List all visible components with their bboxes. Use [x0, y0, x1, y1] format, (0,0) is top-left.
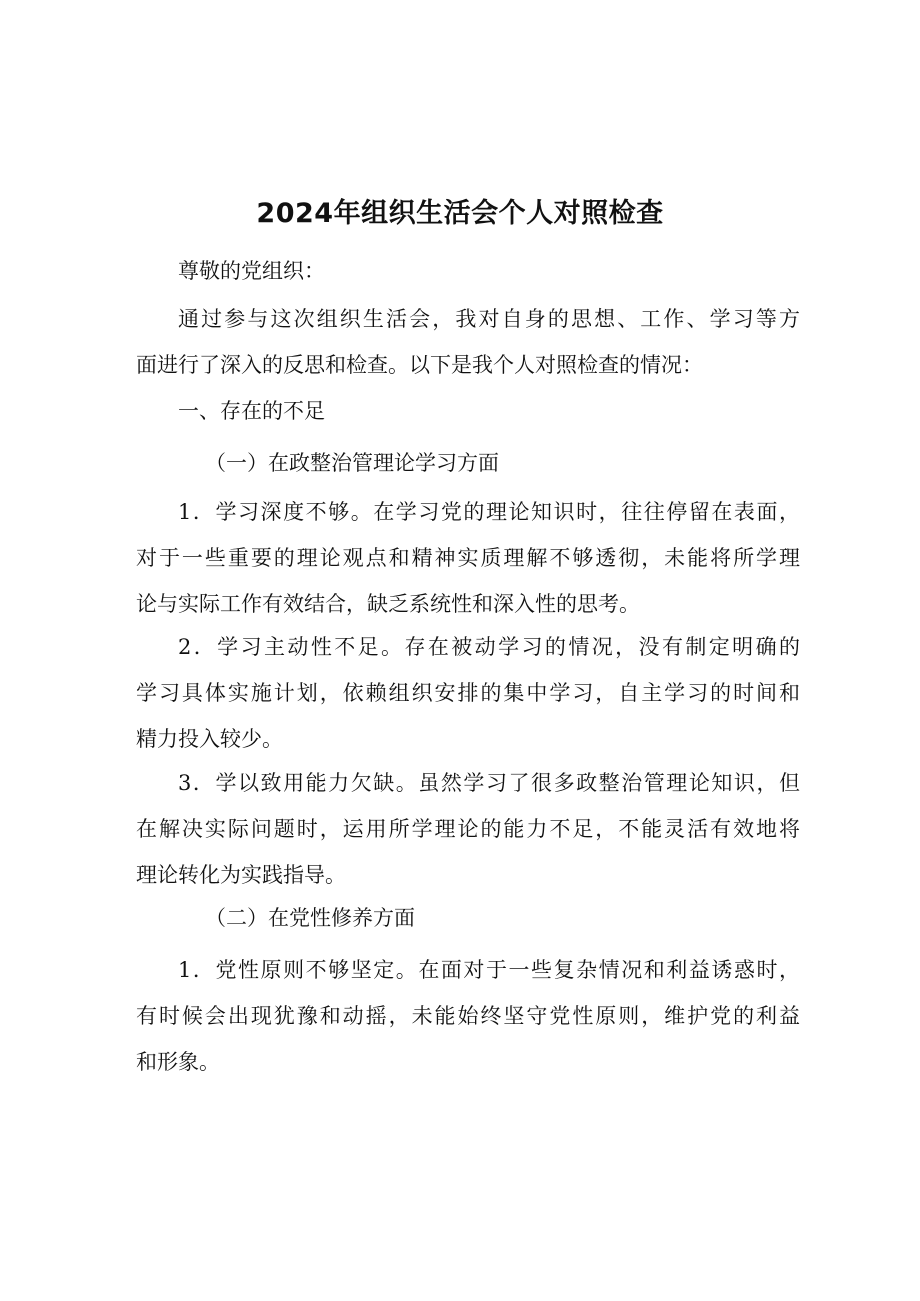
item-2-1-paragraph	[136, 955, 800, 1093]
subsection-heading-1: （一）在政整治管理论学习方面	[205, 451, 499, 475]
item-1-2-line-2: 学习具体实施计划，依赖组织安排的集中学习，自主学习的时间和	[136, 681, 800, 705]
item-1-3-paragraph	[136, 768, 800, 906]
section-heading-1: 一、存在的不足	[178, 399, 325, 423]
intro-line-1: 通过参与这次组织生活会，我对自身的思想、工作、学习等方	[178, 307, 800, 331]
item-1-2-line-1: 2．学习主动性不足。存在被动学习的情况，没有制定明确的	[178, 635, 800, 659]
item-2-1-line-1: 1．党性原则不够坚定。在面对于一些复杂情况和利益诱惑时，	[178, 958, 800, 982]
intro-line-2: 面进行了深入的反思和检查。以下是我个人对照检查的情况：	[136, 353, 703, 377]
item-1-3-line-3: 理论转化为实践指导。	[136, 863, 346, 887]
item-1-3-line-1: 3．学以致用能力欠缺。虽然学习了很多政整治管理论知识，但	[178, 771, 800, 795]
intro-paragraph	[136, 304, 800, 396]
item-1-1-line-1: 1．学习深度不够。在学习党的理论知识时，往往停留在表面，	[178, 500, 800, 524]
item-1-1-line-3: 论与实际工作有效结合，缺乏系统性和深入性的思考。	[136, 592, 640, 616]
salutation: 尊敬的党组织：	[178, 259, 325, 283]
item-1-1-line-2: 对于一些重要的理论观点和精神实质理解不够透彻，未能将所学理	[136, 546, 800, 570]
document-title: 2024年组织生活会个人对照检查	[256, 198, 664, 229]
item-2-1-line-3: 和形象。	[136, 1050, 220, 1074]
item-1-2-line-3: 精力投入较少。	[136, 727, 283, 751]
item-1-2-paragraph	[136, 632, 800, 770]
item-2-1-line-2: 有时候会出现犹豫和动摇，未能始终坚守党性原则，维护党的利益	[136, 1004, 800, 1028]
item-1-3-line-2: 在解决实际问题时，运用所学理论的能力不足，不能灵活有效地将	[136, 817, 800, 841]
subsection-heading-2: （二）在党性修养方面	[205, 906, 415, 930]
item-1-1-paragraph	[136, 497, 800, 635]
